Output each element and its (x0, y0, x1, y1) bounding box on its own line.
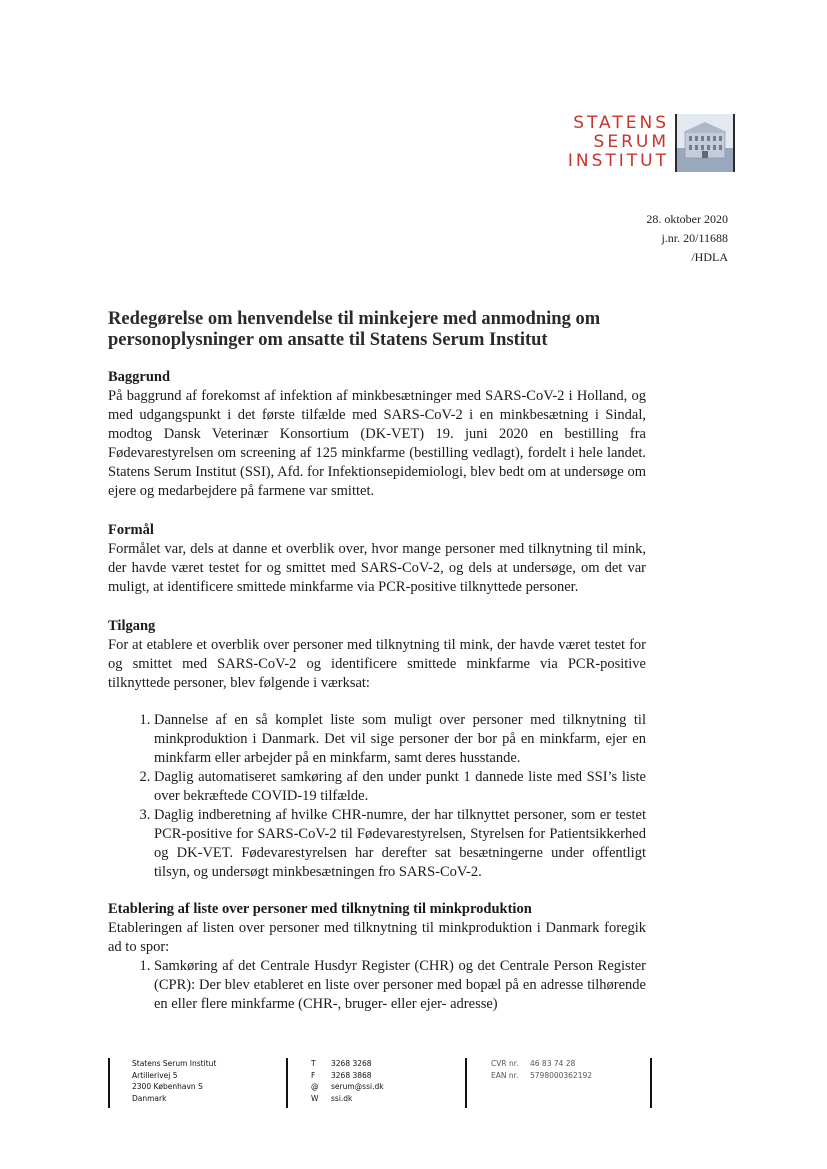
logo-line-3: INSTITUT (567, 151, 669, 171)
footer-address-line: Statens Serum Institut (132, 1059, 217, 1068)
document-title: Redegørelse om henvendelse til minkejere med anmodning om personoplysninger om ansatte til Statens Serum Institut (108, 309, 601, 350)
section-heading: Etablering af liste over personer med tilknytning til minkproduktion (108, 901, 532, 917)
section-etablering (108, 900, 646, 1014)
section-tilgang (108, 617, 646, 882)
list-item: 1. Samkøring af det Centrale Husdyr Register (CHR) og det Centrale Person Register (CPR): Der blev etableret en liste over personer med bopæl på en adresse tilhørende en eller flere minkfarme (CHR-, bruger- eller ejer- adresse) (154, 957, 646, 1014)
document-date: 28. oktober 2020 (646, 212, 728, 226)
footer-contacts (311, 1058, 384, 1108)
footer-divider (286, 1058, 288, 1108)
footer-divider (650, 1058, 652, 1108)
footer-divider (108, 1058, 110, 1108)
list-item: 3. Daglig indberetning af hvilke CHR-numre, der har tilknyttet personer, som er testet PCR-positive for SARS-CoV-2 til Fødevarestyrelsen, Styrelsen for Patientsikkerhed og DK-VET. Fødevarestyrelsen har derefter sat besætningerne under offentligt tilsyn, og undersøgt minkbesætningen fro SARS-CoV-2. (154, 806, 646, 882)
section-heading: Baggrund (108, 369, 171, 385)
footer-phone: T 3268 3268 (311, 1059, 372, 1068)
document-meta (646, 210, 728, 267)
institute-building-icon (675, 114, 735, 172)
section-text: Formålet var, dels at danne et overblik over, hvor mange personer med tilknytning til mink, der havde været testet for og smittet med SARS-CoV-2, og dels at undersøge, om det var muligt, at identificere smittede minkfarme via PCR-positive tilknyttede personer. (108, 541, 646, 595)
footer-email: @ serum@ssi.dk (311, 1082, 384, 1091)
footer-cvr: CVR nr. 46 83 74 28 (491, 1059, 576, 1068)
logo-line-2: SERUM (593, 132, 669, 152)
tilgang-list (108, 711, 646, 882)
logo-wordmark (568, 114, 669, 171)
footer-web: W ssi.dk (311, 1093, 353, 1103)
section-text: På baggrund af forekomst af infektion af minkbesætninger med SARS-CoV-2 i Holland, og med udgangspunkt i det første tilfælde med SARS-CoV-2 i en minkbesætning i Sindal, modtog Dansk Veterinær Konsortium (DK-VET) 19. juni 2020 en bestilling fra Fødevarestyrelsen om screening af 125 minkfarme (bestilling vedlagt), fordelt i hele landet. Statens Serum Institut (SSI), Afd. for Infektionsepidemiologi, blev bedt om at undersøge om ejere og medarbejdere på farmene var smittet. (108, 388, 646, 499)
author-initials: /HDLA (691, 250, 728, 264)
footer-address-line: Artillerivej 5 (132, 1070, 178, 1080)
section-formaal (108, 521, 646, 597)
section-heading: Tilgang (108, 618, 156, 634)
section-heading: Formål (108, 522, 154, 538)
footer-address-line: 2300 København S (132, 1082, 203, 1091)
footer-fax: F 3268 3868 (311, 1070, 372, 1080)
page-footer (108, 1058, 652, 1108)
section-text: For at etablere et overblik over personer med tilknytning til mink, der havde været testet for og smittet med SARS-CoV-2 og identificere smittede minkfarme via PCR-positive tilknyttede personer, blev følgende i værksat: (108, 637, 646, 691)
section-baggrund (108, 368, 646, 501)
footer-divider (465, 1058, 467, 1108)
footer-ids (491, 1058, 592, 1108)
footer-address (132, 1058, 216, 1108)
etablering-list (108, 957, 646, 1014)
section-text: Etableringen af listen over personer med tilknytning til minkproduktion i Danmark foregik ad to spor: (108, 920, 646, 955)
footer-address-line: Danmark (132, 1093, 167, 1103)
list-item: 1. Dannelse af en så komplet liste som muligt over personer med tilknytning til minkproduktion i Danmark. Det vil sige personer der bor på en minkfarm, ejer en minkfarm eller arbejder på en minkfarm, samt deres husstande. (154, 711, 646, 768)
journal-number: j.nr. 20/11688 (661, 231, 728, 245)
logo-line-1: STATENS (573, 113, 669, 133)
footer-ean: EAN nr. 5798000362192 (491, 1070, 593, 1080)
ssi-logo (568, 114, 735, 172)
list-item: 2. Daglig automatiseret samkøring af den under punkt 1 dannede liste med SSI’s liste over bekræftede COVID-19 tilfælde. (154, 768, 646, 806)
document-body (108, 368, 646, 1034)
